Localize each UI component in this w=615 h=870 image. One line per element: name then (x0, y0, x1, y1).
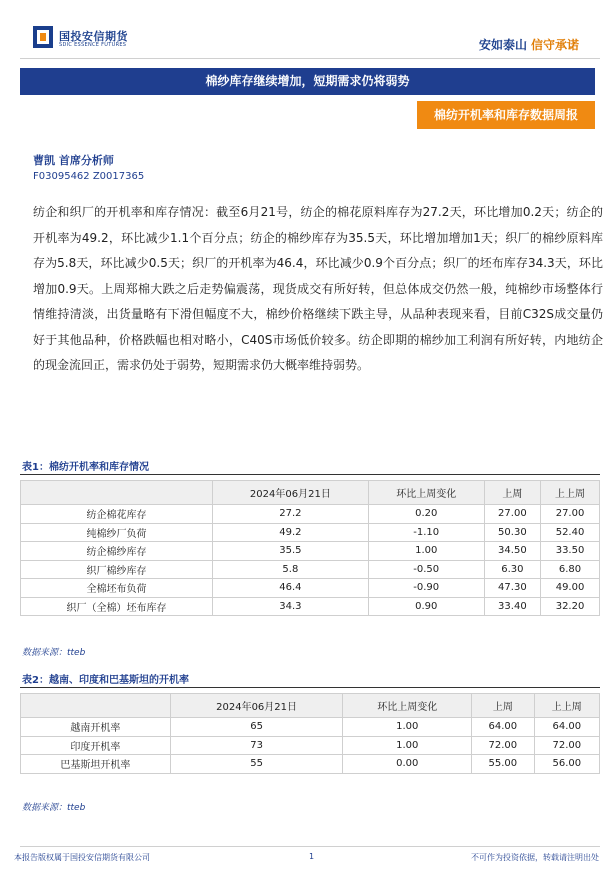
table-cell: 55 (170, 755, 343, 774)
author-ids: F03095462 Z0017365 (33, 171, 145, 182)
table-cell: 6.80 (541, 560, 600, 579)
table-cell: 27.00 (484, 505, 540, 524)
table-row (21, 736, 600, 755)
row-label: 巴基斯坦开机率 (21, 755, 171, 774)
table-cell: 33.50 (541, 542, 600, 561)
row-label: 越南开机率 (21, 718, 171, 737)
table-cell: 32.20 (541, 597, 600, 616)
row-label: 印度开机率 (21, 736, 171, 755)
table2-header-cell: 2024年06月21日 (170, 694, 343, 718)
table-cell: 0.90 (368, 597, 484, 616)
table-cell: 72.00 (472, 736, 535, 755)
table-cell: 55.00 (472, 755, 535, 774)
footer-disclaimer: 不可作为投资依据，转载请注明出处 (471, 853, 599, 862)
table-cell: 65 (170, 718, 343, 737)
slogan-part1: 安如泰山 (478, 38, 527, 52)
table-row (21, 718, 600, 737)
author-name: 曹凯 首席分析师 (33, 154, 114, 167)
table-cell: 0.20 (368, 505, 484, 524)
table-cell: 6.30 (484, 560, 540, 579)
table-cell: 1.00 (368, 542, 484, 561)
table-row (21, 755, 600, 774)
table1-header-cell: 2024年06月21日 (213, 481, 369, 505)
table2-header-cell: 上上周 (534, 694, 599, 718)
table-cell: 49.00 (541, 579, 600, 598)
table-cell: 47.30 (484, 579, 540, 598)
table1-header-cell (21, 481, 213, 505)
table1-source: 数据来源：tteb (22, 648, 86, 658)
table-cell: 46.4 (213, 579, 369, 598)
footer-copyright: 本报告版权属于国投安信期货有限公司 (14, 853, 150, 862)
table-row (21, 523, 600, 542)
row-label: 织厂棉纱库存 (21, 560, 213, 579)
table-cell: 34.3 (213, 597, 369, 616)
table-cell: -0.90 (368, 579, 484, 598)
table-cell: 64.00 (472, 718, 535, 737)
table-cell: 50.30 (484, 523, 540, 542)
logo-mark-icon (33, 26, 53, 48)
table2-header-row (21, 694, 600, 718)
page-number: 1 (309, 852, 315, 861)
table1-header-row (21, 481, 600, 505)
table-cell: 56.00 (534, 755, 599, 774)
table-cell: 34.50 (484, 542, 540, 561)
table-row (21, 597, 600, 616)
table-cell: 1.00 (343, 718, 472, 737)
report-tag: 棉纺开机率和库存数据周报 (417, 101, 595, 129)
table2-source: 数据来源：tteb (22, 803, 86, 813)
table-cell: 1.00 (343, 736, 472, 755)
table-cell: 27.00 (541, 505, 600, 524)
row-label: 织厂（全棉）坯布库存 (21, 597, 213, 616)
table-row (21, 560, 600, 579)
table1-header-cell: 环比上周变化 (368, 481, 484, 505)
table2-header-cell: 上周 (472, 694, 535, 718)
table2-header-cell: 环比上周变化 (343, 694, 472, 718)
table-cell: 64.00 (534, 718, 599, 737)
report-title: 棉纱库存继续增加，短期需求仍将弱势 (20, 68, 595, 95)
table-cell: -0.50 (368, 560, 484, 579)
slogan-part2: 信守承诺 (530, 38, 579, 52)
table-cell: 0.00 (343, 755, 472, 774)
table2-header-cell (21, 694, 171, 718)
row-label: 纯棉纱厂负荷 (21, 523, 213, 542)
table-row (21, 579, 600, 598)
table-cell: 49.2 (213, 523, 369, 542)
table1-rule (20, 474, 600, 475)
table-cell: -1.10 (368, 523, 484, 542)
logo-name: 国投安信期货 (59, 30, 128, 43)
table-row (21, 505, 600, 524)
footer-divider (20, 846, 600, 847)
table1 (20, 480, 600, 616)
logo-subtitle: SDIC ESSENCE FUTURES (59, 42, 127, 48)
table-row (21, 542, 600, 561)
table-cell: 35.5 (213, 542, 369, 561)
table-cell: 27.2 (213, 505, 369, 524)
row-label: 纺企棉花库存 (21, 505, 213, 524)
table2-title: 表2：越南、印度和巴基斯坦的开机率 (22, 675, 189, 686)
table-cell: 73 (170, 736, 343, 755)
table-cell: 52.40 (541, 523, 600, 542)
table1-title: 表1：棉纺开机率和库存情况 (22, 462, 149, 473)
page-header (0, 0, 615, 62)
slogan (479, 36, 579, 53)
table-cell: 5.8 (213, 560, 369, 579)
table1-header-cell: 上周 (484, 481, 540, 505)
table2 (20, 693, 600, 774)
company-logo (33, 26, 143, 52)
table2-rule (20, 687, 600, 688)
table-cell: 72.00 (534, 736, 599, 755)
row-label: 全棉坯布负荷 (21, 579, 213, 598)
table1-header-cell: 上上周 (541, 481, 600, 505)
row-label: 纺企棉纱库存 (21, 542, 213, 561)
report-body: 纺企和织厂的开机率和库存情况：截至6月21号，纺企的棉花原料库存为27.2天，环比增加0.2天；纺企的开机率为49.2，环比减少1.1个百分点；纺企的棉纱库存为35.5天，环比增加增加1天；织厂的棉纱原料库存为5.8天，环比减少0.5天；织厂的开机率为46.4，环比减少0.9个百分点；织厂的坯布库存34.3天，环比增加0.9天。上周郑棉大跌之后走势偏震荡，现货成交有所好转，但总体成交仍然一般，纯棉纱市场整体行情维持清淡，出货量略有下滑但幅度不大，棉纱价格继续下跌主导，从品种表现来看，目前C32S成交量仍好于其他品种，价格跌幅也相对略小，C40S市场低价较多。纺企即期的棉纱加工利润有所好转，内地纺企的现金流回正，需求仍处于弱势，短期需求仍大概率维持弱势。 (33, 205, 603, 372)
table-cell: 33.40 (484, 597, 540, 616)
header-divider (20, 58, 600, 59)
